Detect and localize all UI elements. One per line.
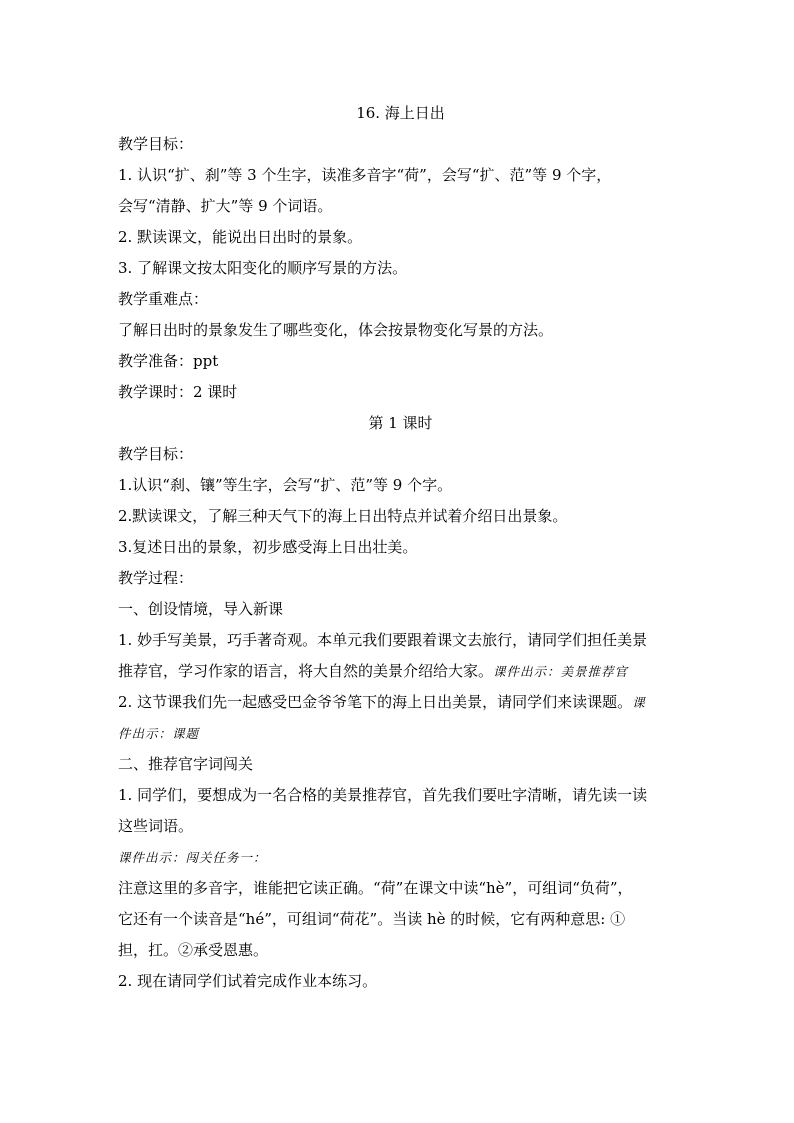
line-text: 3.复述日出的景象，初步感受海上日出壮美。: [118, 538, 418, 556]
line-text: 注意这里的多音字，谁能把它读正确。“荷”在课文中读“hè”，可组词“负荷”，: [118, 879, 633, 897]
text-line: [118, 346, 683, 377]
line-text: 2. 现在请同学们试着完成作业本练习。: [118, 972, 378, 990]
text-line: [118, 439, 683, 470]
line-text: 会写“清静、扩大”等 9 个词语。: [118, 197, 333, 215]
text-line: [118, 935, 683, 966]
courseware-note: 课: [632, 695, 646, 710]
line-text: 二、推荐官字词闯关: [118, 755, 254, 773]
text-line: [118, 718, 683, 749]
line-text: 了解日出时的景象发生了哪些变化，体会按景物变化写景的方法。: [118, 321, 554, 339]
line-text: 教学目标：: [118, 135, 194, 153]
courseware-note: 课件出示：闯关任务一：: [118, 850, 267, 865]
text-line: [118, 470, 683, 501]
courseware-note: 件出示：课题: [118, 726, 200, 741]
line-text: 担，扛。②承受恩惠。: [118, 941, 269, 959]
text-line: [118, 749, 683, 780]
text-line: [118, 873, 683, 904]
text-line: [118, 191, 683, 222]
line-text: 2. 这节课我们先一起感受巴金爷爷笔下的海上日出美景，请同学们来读课题。: [118, 693, 633, 711]
line-text: 3. 了解课文按太阳变化的顺序写景的方法。: [118, 259, 408, 277]
text-line: [118, 377, 683, 408]
text-line: [118, 253, 683, 284]
line-text: 1. 同学们，要想成为一名合格的美景推荐官，首先我们要吐字清晰，请先读一读: [118, 786, 648, 804]
text-line: [118, 966, 683, 997]
document-title: 16. 海上日出: [356, 104, 445, 122]
text-line: [118, 811, 683, 842]
line-text: 教学过程：: [118, 569, 194, 587]
courseware-note: 课件出示：美景推荐官: [493, 664, 629, 679]
text-line: [118, 625, 683, 656]
text-line: [118, 780, 683, 811]
line-text: 1.认识“刹、镶”等生字，会写“扩、范”等 9 个字。: [118, 476, 453, 494]
line-text: 2. 默读课文，能说出日出时的景象。: [118, 228, 363, 246]
text-line: [118, 284, 683, 315]
text-line: [118, 656, 683, 687]
document-lines: [118, 129, 683, 997]
text-line: [118, 594, 683, 625]
text-line: [118, 222, 683, 253]
line-text: 1. 认识“扩、刹”等 3 个生字，读准多音字“荷”，会写“扩、范”等 9 个字，: [118, 166, 612, 184]
text-line: [118, 315, 683, 346]
text-line: [118, 129, 683, 160]
line-text: 教学重难点：: [118, 290, 209, 308]
document-body: [118, 98, 683, 997]
line-text: 第 1 课时: [368, 414, 433, 432]
line-text: 教学准备：ppt: [118, 352, 219, 370]
line-text: 它还有一个读音是“hé”，可组词“荷花”。当读 hè 的时候，它有两种意思: ①: [118, 910, 626, 928]
text-line: [118, 563, 683, 594]
line-text: 教学课时：2 课时: [118, 383, 238, 401]
text-line: [118, 904, 683, 935]
line-text: 一、创设情境，导入新课: [118, 600, 284, 618]
text-line: [118, 160, 683, 191]
line-text: 这些词语。: [118, 817, 194, 835]
text-line: [118, 501, 683, 532]
text-line: [118, 532, 683, 563]
text-line: [118, 408, 683, 439]
line-text: 1. 妙手写美景，巧手著奇观。本单元我们要跟着课文去旅行，请同学们担任美景: [118, 631, 648, 649]
text-line: [118, 842, 683, 873]
line-text: 推荐官，学习作家的语言，将大自然的美景介绍给大家。: [118, 662, 494, 680]
line-text: 教学目标：: [118, 445, 194, 463]
text-line: [118, 687, 683, 718]
line-text: 2.默读课文，了解三种天气下的海上日出特点并试着介绍日出景象。: [118, 507, 568, 525]
